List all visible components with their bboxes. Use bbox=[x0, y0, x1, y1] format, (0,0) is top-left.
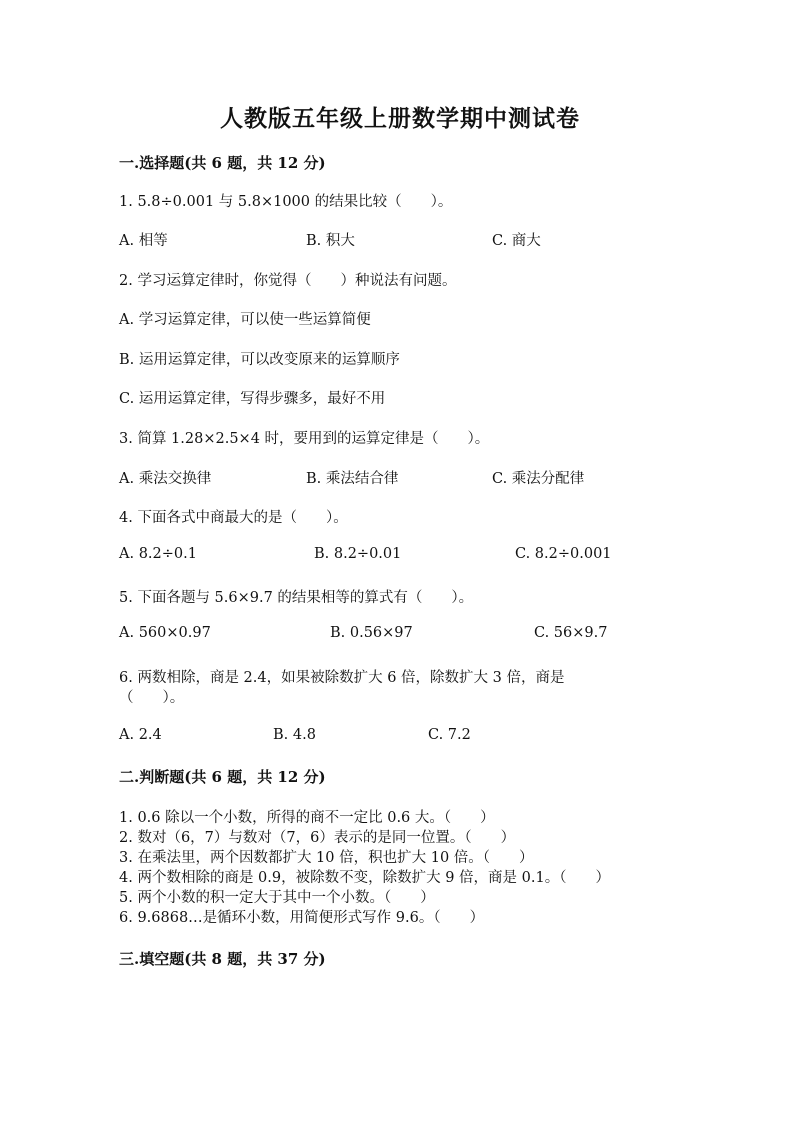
judgement-item: 4. 两个数相除的商是 0.9，被除数不变，除数扩大 9 倍，商是 0.1。（ ） bbox=[119, 870, 610, 886]
option-b: B. 0.56×97 bbox=[330, 625, 413, 641]
question-stem: 1. 5.8÷0.001 与 5.8×1000 的结果比较（ ）。 bbox=[119, 194, 453, 210]
judgement-item: 1. 0.6 除以一个小数，所得的商不一定比 0.6 大。（ ） bbox=[119, 810, 495, 826]
option-c: C. 56×9.7 bbox=[534, 625, 608, 641]
option-a: A. 560×0.97 bbox=[119, 625, 211, 641]
option-c: C. 7.2 bbox=[428, 727, 471, 743]
option-c: C. 乘法分配律 bbox=[492, 471, 585, 487]
section-heading-fill-blank: 三.填空题(共 8 题，共 37 分) bbox=[119, 950, 326, 968]
option-a: A. 乘法交换律 bbox=[119, 471, 212, 487]
judgement-item: 6. 9.6868…是循环小数，用简便形式写作 9.6。（ ） bbox=[119, 910, 485, 926]
option-b: B. 积大 bbox=[306, 233, 355, 249]
question-stem: 6. 两数相除，商是 2.4，如果被除数扩大 6 倍，除数扩大 3 倍，商是 bbox=[119, 670, 565, 686]
judgement-item: 3. 在乘法里，两个因数都扩大 10 倍，积也扩大 10 倍。（ ） bbox=[119, 850, 534, 866]
option-c: C. 运用运算定律，写得步骤多，最好不用 bbox=[119, 391, 386, 407]
question-stem: 3. 简算 1.28×2.5×4 时，要用到的运算定律是（ ）。 bbox=[119, 431, 490, 447]
option-b: B. 4.8 bbox=[273, 727, 316, 743]
option-b: B. 运用运算定律，可以改变原来的运算顺序 bbox=[119, 352, 400, 368]
section-heading-judgement: 二.判断题(共 6 题，共 12 分) bbox=[119, 768, 326, 786]
option-a: A. 2.4 bbox=[119, 727, 162, 743]
question-stem: 4. 下面各式中商最大的是（ ）。 bbox=[119, 510, 348, 526]
option-c: C. 商大 bbox=[492, 233, 541, 249]
option-a: A. 相等 bbox=[119, 233, 168, 249]
question-stem: 5. 下面各题与 5.6×9.7 的结果相等的算式有（ ）。 bbox=[119, 590, 474, 606]
question-stem-continued: （ ）。 bbox=[119, 690, 185, 706]
page-title: 人教版五年级上册数学期中测试卷 bbox=[220, 105, 580, 132]
question-stem: 2. 学习运算定律时，你觉得（ ）种说法有问题。 bbox=[119, 273, 457, 289]
judgement-item: 2. 数对（6，7）与数对（7，6）表示的是同一位置。（ ） bbox=[119, 830, 516, 846]
option-a: A. 8.2÷0.1 bbox=[119, 546, 197, 562]
section-heading-choice: 一.选择题(共 6 题，共 12 分) bbox=[119, 154, 326, 172]
option-b: B. 乘法结合律 bbox=[306, 471, 399, 487]
option-a: A. 学习运算定律，可以使一些运算简便 bbox=[119, 312, 371, 328]
option-b: B. 8.2÷0.01 bbox=[314, 546, 402, 562]
option-c: C. 8.2÷0.001 bbox=[515, 546, 612, 562]
judgement-item: 5. 两个小数的积一定大于其中一个小数。（ ） bbox=[119, 890, 435, 906]
